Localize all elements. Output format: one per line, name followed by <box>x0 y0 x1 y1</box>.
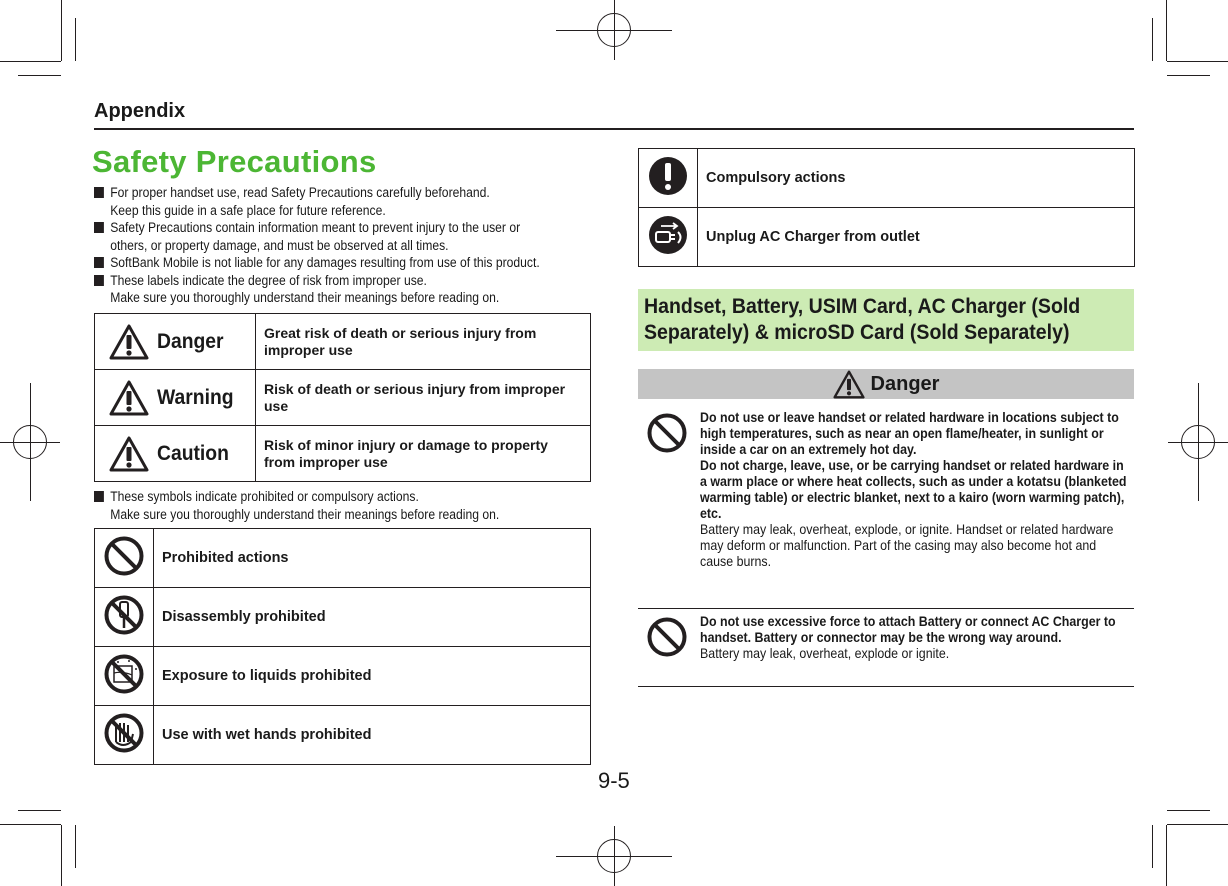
unplug-icon <box>647 214 689 256</box>
risk-description: Risk of death or serious injury from improper use <box>256 370 591 426</box>
compulsory-icon <box>647 155 689 197</box>
risk-description: Risk of minor injury or damage to property from improper use <box>256 426 591 482</box>
symbol-bullet <box>94 488 544 523</box>
warning-triangle-icon <box>109 436 149 472</box>
risk-label-warning: Warning <box>157 385 234 409</box>
prohibited-icon <box>646 616 688 658</box>
symbol-label: Compulsory actions <box>698 149 1135 208</box>
table-row <box>95 529 591 588</box>
entry-consequence: Battery may leak, overheat, explode or ignite. <box>700 646 950 661</box>
warning-triangle-icon <box>109 380 149 416</box>
table-row <box>95 426 591 482</box>
list-item: SoftBank Mobile is not liable for any damages resulting from use of this product. <box>94 254 544 272</box>
symbol-label: Unplug AC Charger from outlet <box>698 208 1135 267</box>
list-item: These symbols indicate prohibited or compulsory actions. Make sure you thoroughly understand their meanings before reading on. <box>94 488 544 523</box>
list-item: For proper handset use, read Safety Precautions carefully beforehand. Keep this guide in a safe place for future reference. <box>94 184 544 219</box>
symbol-label: Prohibited actions <box>154 529 591 588</box>
table-row <box>639 208 1135 267</box>
danger-label: Danger <box>870 372 940 395</box>
table-row <box>95 588 591 647</box>
risk-description: Great risk of death or serious injury from improper use <box>256 314 591 370</box>
symbol-label: Disassembly prohibited <box>154 588 591 647</box>
symbol-table-right <box>638 148 1135 267</box>
entry-warning: Do not charge, leave, use, or be carrying handset or related hardware in a warm place or where heat collects, such as under a kotatsu (blanketed warming table) or electric blanket, next to a kairo (worn warming patch), etc. <box>700 458 1127 521</box>
warning-triangle-icon <box>109 324 149 360</box>
page-title: Safety Precautions <box>92 144 377 179</box>
risk-label-danger: Danger <box>157 329 224 353</box>
intro-bullets <box>94 184 544 307</box>
prohibited-icon <box>646 412 688 454</box>
symbol-label: Use with wet hands prohibited <box>154 706 591 765</box>
risk-level-table <box>94 313 591 482</box>
section-heading: Handset, Battery, USIM Card, AC Charger (Sold Separately) & microSD Card (Sold Separately) <box>644 295 1081 344</box>
liquids-prohibited-icon <box>103 653 145 695</box>
table-row <box>95 706 591 765</box>
precaution-entry <box>638 614 1134 684</box>
symbol-label: Exposure to liquids prohibited <box>154 647 591 706</box>
precaution-entry <box>638 410 1134 606</box>
table-row <box>639 149 1135 208</box>
warning-triangle-icon <box>833 370 865 399</box>
danger-bar <box>638 369 1134 399</box>
entry-divider <box>638 608 1134 609</box>
entry-divider <box>638 686 1134 687</box>
section-label: Appendix <box>94 100 186 122</box>
entry-warning: Do not use or leave handset or related hardware in locations subject to high temperatures, such as near an open flame/heater, in sunlight or inside a car on an extremely hot day. <box>700 410 1119 457</box>
disassembly-prohibited-icon <box>103 594 145 636</box>
entry-warning: Do not use excessive force to attach Battery or connect AC Charger to handset. Battery or connector may be the wrong way around. <box>700 614 1116 645</box>
table-row <box>95 314 591 370</box>
table-row <box>95 370 591 426</box>
prohibited-icon <box>103 535 145 577</box>
wet-hands-prohibited-icon <box>103 712 145 754</box>
risk-label-caution: Caution <box>157 441 229 465</box>
table-row <box>95 647 591 706</box>
entry-consequence: Battery may leak, overheat, explode, or ignite. Handset or related hardware may deform or malfunction. Part of the casing may also become hot and cause burns. <box>700 522 1114 569</box>
list-item: Safety Precautions contain information meant to prevent injury to the user or others, or property damage, and must be observed at all times. <box>94 219 544 254</box>
list-item: These labels indicate the degree of risk from improper use. Make sure you thoroughly understand their meanings before reading on. <box>94 272 544 307</box>
symbol-table-left <box>94 528 591 765</box>
page-number: 9-5 <box>598 768 630 793</box>
header-rule <box>94 128 1134 130</box>
